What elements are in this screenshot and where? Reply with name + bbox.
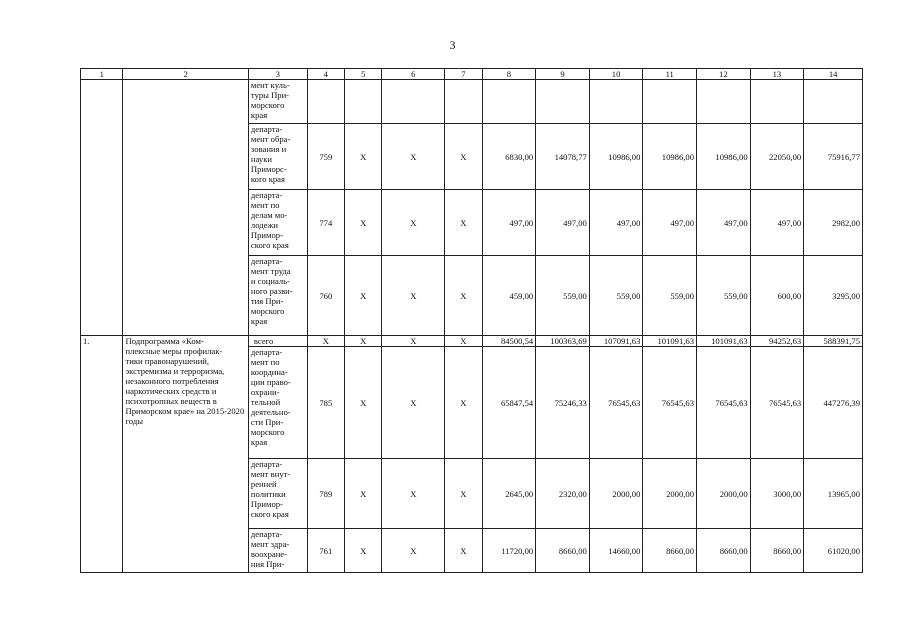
value-cell-c7: X (445, 256, 482, 336)
column-number-cell: 8 (482, 69, 536, 80)
value-cell-c13 (750, 80, 804, 124)
value-cell-c10: 14660,00 (589, 529, 643, 573)
value-cell-c8: 11720,00 (482, 529, 536, 573)
value-cell-c8: 6830,00 (482, 124, 536, 190)
value-cell-c6: X (382, 347, 445, 459)
value-cell-c10: 497,00 (589, 190, 643, 256)
page-number: 3 (449, 38, 456, 52)
agency-cell: департа- мент труда и социаль- ного разви- тия При- морского края (248, 256, 307, 336)
total-value-c9: 100363,69 (536, 336, 590, 347)
value-cell-c9: 2320,00 (536, 459, 590, 529)
value-cell-c6: X (382, 459, 445, 529)
value-cell-c12: 10986,00 (697, 124, 751, 190)
column-number-cell: 14 (804, 69, 863, 80)
value-cell-c10: 76545,63 (589, 347, 643, 459)
agency-cell: департа- мент обра- зования и науки Приморс- кого края (248, 124, 307, 190)
value-cell-c14: 13965,00 (804, 459, 863, 529)
value-cell-c14: 447276,39 (804, 347, 863, 459)
value-cell-c7: X (445, 459, 482, 529)
value-cell-c9 (536, 80, 590, 124)
column-number-cell: 2 (123, 69, 248, 80)
total-value-c11: 101091,63 (643, 336, 697, 347)
value-cell-c9: 75246,33 (536, 347, 590, 459)
value-cell-c5: X (345, 347, 382, 459)
value-cell-c4: 760 (307, 256, 344, 336)
value-cell-c7 (445, 80, 482, 124)
value-cell-c5 (345, 80, 382, 124)
value-cell-c8: 459,00 (482, 256, 536, 336)
value-cell-c11: 76545,63 (643, 347, 697, 459)
total-value-c6: X (382, 336, 445, 347)
value-cell-c9: 559,00 (536, 256, 590, 336)
program-cell (123, 80, 248, 336)
value-cell-c13: 76545,63 (750, 347, 804, 459)
value-cell-c9: 14078,77 (536, 124, 590, 190)
value-cell-c13: 497,00 (750, 190, 804, 256)
total-value-c7: X (445, 336, 482, 347)
value-cell-c14: 75916,77 (804, 124, 863, 190)
value-cell-c6: X (382, 529, 445, 573)
value-cell-c6 (382, 80, 445, 124)
value-cell-c8: 2645,00 (482, 459, 536, 529)
value-cell-c10: 2000,00 (589, 459, 643, 529)
column-number-cell: 11 (643, 69, 697, 80)
total-value-c8: 84500,54 (482, 336, 536, 347)
column-number-cell: 10 (589, 69, 643, 80)
total-value-c12: 101091,63 (697, 336, 751, 347)
value-cell-c7: X (445, 529, 482, 573)
value-cell-c11: 559,00 (643, 256, 697, 336)
value-cell-c6: X (382, 190, 445, 256)
value-cell-c4: 789 (307, 459, 344, 529)
agency-cell: мент куль- туры При- морского края (248, 80, 307, 124)
value-cell-c14: 61020,00 (804, 529, 863, 573)
column-number-cell: 12 (697, 69, 751, 80)
value-cell-c5: X (345, 459, 382, 529)
column-number-cell: 5 (345, 69, 382, 80)
total-value-c14: 588391,75 (804, 336, 863, 347)
index-cell (81, 80, 123, 336)
value-cell-c8: 65847,54 (482, 347, 536, 459)
agency-cell: департа- мент внут- ренней политики Примор- ского края (248, 459, 307, 529)
column-number-cell: 13 (750, 69, 804, 80)
total-value-c5: X (345, 336, 382, 347)
value-cell-c4: 759 (307, 124, 344, 190)
program-total-row (81, 336, 863, 347)
table-row (81, 80, 863, 124)
value-cell-c4: 761 (307, 529, 344, 573)
total-value-c10: 107091,63 (589, 336, 643, 347)
value-cell-c4: 774 (307, 190, 344, 256)
value-cell-c12: 8660,00 (697, 529, 751, 573)
column-number-cell: 7 (445, 69, 482, 80)
agency-cell: департа- мент по делам мо- лодежи Примор- ского края (248, 190, 307, 256)
value-cell-c12 (697, 80, 751, 124)
value-cell-c11: 2000,00 (643, 459, 697, 529)
value-cell-c5: X (345, 124, 382, 190)
value-cell-c10: 10986,00 (589, 124, 643, 190)
value-cell-c13: 600,00 (750, 256, 804, 336)
value-cell-c8: 497,00 (482, 190, 536, 256)
value-cell-c13: 22050,00 (750, 124, 804, 190)
agency-cell: всего (248, 336, 307, 347)
value-cell-c10: 559,00 (589, 256, 643, 336)
value-cell-c12: 76545,63 (697, 347, 751, 459)
value-cell-c7: X (445, 347, 482, 459)
value-cell-c11 (643, 80, 697, 124)
value-cell-c13: 8660,00 (750, 529, 804, 573)
value-cell-c14: 2982,00 (804, 190, 863, 256)
value-cell-c11: 10986,00 (643, 124, 697, 190)
value-cell-c10 (589, 80, 643, 124)
column-number-cell: 4 (307, 69, 344, 80)
value-cell-c12: 2000,00 (697, 459, 751, 529)
value-cell-c14 (804, 80, 863, 124)
value-cell-c9: 497,00 (536, 190, 590, 256)
value-cell-c4 (307, 80, 344, 124)
value-cell-c6: X (382, 256, 445, 336)
column-number-cell: 9 (536, 69, 590, 80)
value-cell-c5: X (345, 529, 382, 573)
column-number-cell: 3 (248, 69, 307, 80)
program-title: Подпрограмма «Ком- плексные меры профилак- тики правонарушений, экстремизма и терроризма, незаконного потребления наркотических средств и психотропных веществ в Приморском крае» на 2015-2020 годы (123, 336, 248, 573)
total-value-c13: 94252,63 (750, 336, 804, 347)
value-cell-c4: 785 (307, 347, 344, 459)
budget-table (80, 68, 863, 573)
value-cell-c12: 559,00 (697, 256, 751, 336)
total-value-c4: X (307, 336, 344, 347)
value-cell-c11: 8660,00 (643, 529, 697, 573)
program-index: 1. (81, 336, 123, 573)
value-cell-c11: 497,00 (643, 190, 697, 256)
column-number-cell: 1 (81, 69, 123, 80)
column-number-cell: 6 (382, 69, 445, 80)
value-cell-c9: 8660,00 (536, 529, 590, 573)
value-cell-c7: X (445, 190, 482, 256)
value-cell-c5: X (345, 190, 382, 256)
value-cell-c5: X (345, 256, 382, 336)
value-cell-c14: 3295,00 (804, 256, 863, 336)
column-number-row (81, 69, 863, 80)
agency-cell: департа- мент по координа- ции право- охрани- тельной деятельно- сти При- морского края (248, 347, 307, 459)
agency-cell: департа- мент здра- воохране- ния При- (248, 529, 307, 573)
value-cell-c6: X (382, 124, 445, 190)
value-cell-c8 (482, 80, 536, 124)
value-cell-c12: 497,00 (697, 190, 751, 256)
value-cell-c13: 3000,00 (750, 459, 804, 529)
value-cell-c7: X (445, 124, 482, 190)
